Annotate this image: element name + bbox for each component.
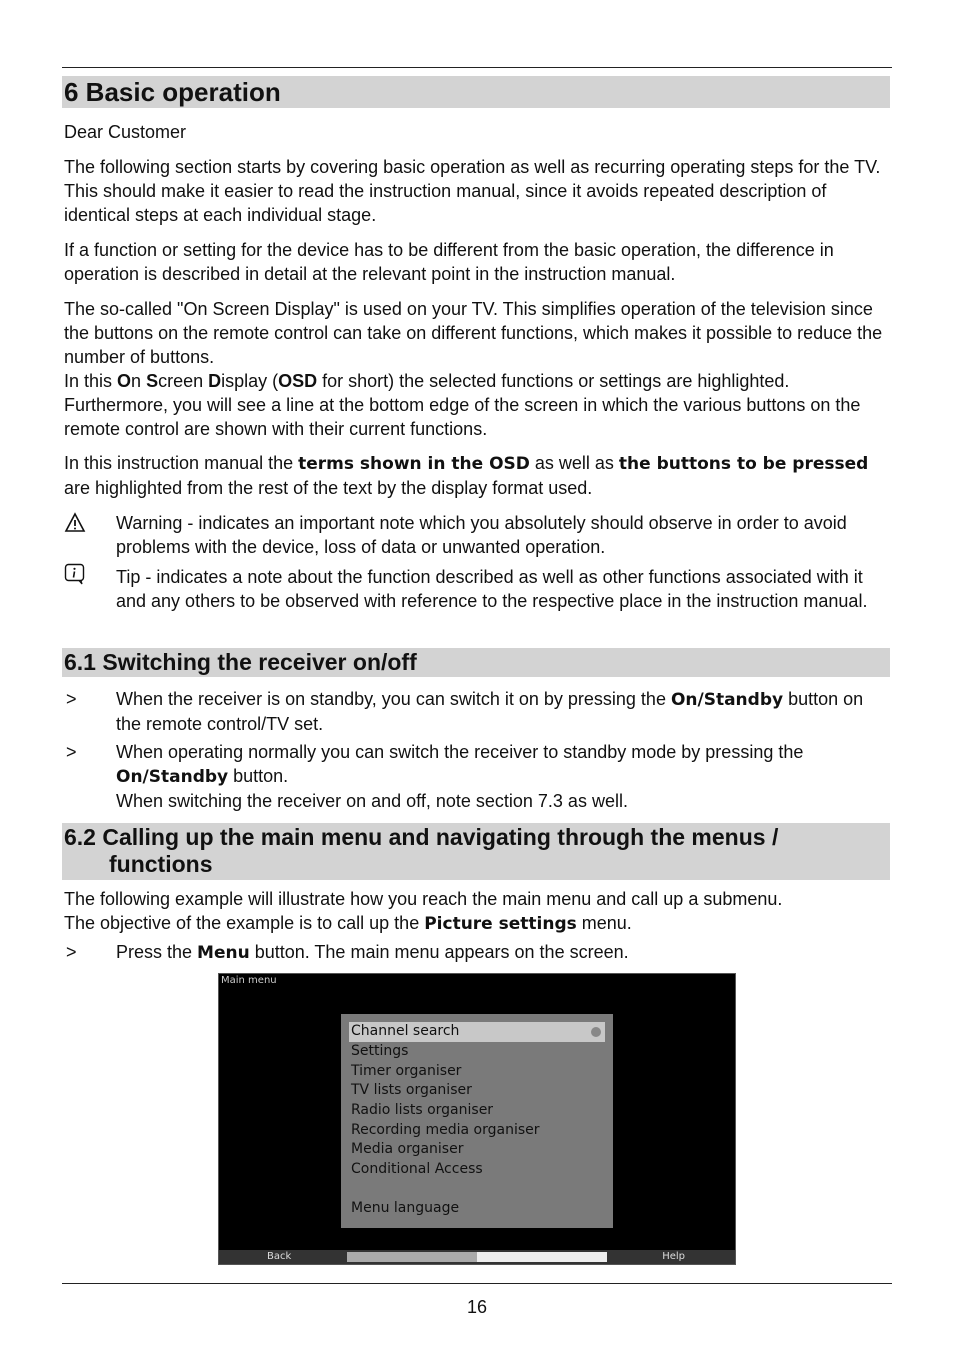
menu-item-settings: Settings [351,1043,409,1059]
osd-post: for short) the selected functions or settings are highlighted. Furthermore, you will see a line at the bottom edge of the screen in which the various buttons on the remote control are shown with their current functions. [64,371,861,439]
osd-s: S [146,371,159,391]
format-buttons: the buttons to be pressed [618,454,869,474]
format-pre: In this instruction manual the [64,453,299,473]
section-heading-6-2 [62,823,890,880]
top-rule [62,67,892,68]
paragraph-osd [64,297,890,441]
menu-item-timer-organiser: Timer organiser [351,1063,462,1079]
bullet-marker: > [66,742,77,762]
menu-item-recording-media-organiser: Recording media organiser [351,1122,540,1138]
screenshot-footer-bar [219,1250,735,1264]
format-mid: as well as [529,453,619,473]
paragraph-osd-text: The so-called "On Screen Display" is used on your TV. This simplifies operation of the television since the buttons on the remote control can take on different functions, which makes it possible to reduce the number of buttons. [64,299,883,367]
menu-button-term: Menu [197,943,250,963]
on-standby-button-term: On/Standby [116,767,229,787]
menu-item-channel-search: Channel search [351,1023,460,1039]
warning-icon [64,512,86,534]
tip-text: Tip - indicates a note about the function described as well as other functions associated with it and any others to be observed with reference to the respective place in the instruction manual. [116,567,868,611]
footer-back-label: Back [267,1251,292,1262]
picture-settings-term: Picture settings [424,914,577,934]
heading-6-2-line1: 6.2 Calling up the main menu and navigating through the menus / [64,824,779,850]
list-item-standby [116,740,892,813]
menu-item-tv-lists-organiser: TV lists organiser [351,1082,472,1098]
osd-pre: In this [64,371,118,391]
menu-item-radio-lists-organiser: Radio lists organiser [351,1102,494,1118]
screenshot-title: Main menu [221,975,277,986]
press-menu-pre: Press the [116,942,198,962]
paragraph-format [64,451,890,500]
objective-post: menu. [576,913,632,933]
objective-pre: The objective of the example is to call up the [64,913,425,933]
main-menu-panel [341,1014,613,1228]
osd-d: D [208,371,222,391]
bottom-rule [62,1283,892,1284]
page-number: 16 [466,1297,488,1317]
format-post: are highlighted from the rest of the text by the display format used. [64,478,593,498]
bullet-marker: > [66,689,77,709]
warning-text: Warning - indicates an important note which you absolutely should observe in order to avoid problems with the device, loss of data or unwanted operation. [116,513,847,557]
menu-item-conditional-access: Conditional Access [351,1161,483,1177]
main-menu-screenshot [218,973,736,1265]
example-text: The following example will illustrate how you reach the main menu and call up a submenu. [64,889,783,909]
osd-abbr: OSD [278,371,318,391]
press-menu-post: button. The main menu appears on the screen. [249,942,629,962]
osd-o: O [117,371,132,391]
standby-post: button. [228,766,289,786]
paragraph-example [64,887,890,936]
switch-on-pre: When the receiver is on standby, you can switch it on by pressing the [116,689,671,709]
list-item-switch-on [116,687,892,736]
footer-scroll-thumb [477,1252,607,1262]
standby-pre: When operating normally you can switch the receiver to standby mode by pressing the [116,742,804,762]
on-standby-button-term: On/Standby [670,690,784,710]
paragraph-difference: If a function or setting for the device has to be different from the basic operation, the difference in operation is described in detail at the relevant point in the instruction manual. [64,240,834,284]
paragraph-intro: The following section starts by covering basic operation as well as recurring operating steps for the TV. This should make it easier to read the instruction manual, since it avoids repeated description of identical steps at each individual stage. [64,157,881,225]
list-item-press-menu [116,940,892,965]
format-terms: terms shown in the OSD [298,454,530,474]
heading-6-2-line2: functions [109,851,213,877]
info-tip-icon [64,563,86,585]
page-heading: 6 Basic operation [62,76,890,108]
bullet-marker: > [66,942,77,962]
standby-note: When switching the receiver on and off, note section 7.3 as well. [116,791,628,811]
section-heading-6-1: 6.1 Switching the receiver on/off [62,648,890,677]
osd-creen: creen [158,371,209,391]
switch-on-post: button on the remote control/TV set. [116,689,864,734]
footer-help-label: Help [662,1251,685,1262]
menu-item-menu-language: Menu language [351,1200,460,1216]
greeting: Dear Customer [64,122,187,142]
osd-n: n [131,371,147,391]
ok-icon [591,1027,601,1037]
menu-item-media-organiser: Media organiser [351,1141,464,1157]
osd-isplay: isplay ( [221,371,279,391]
